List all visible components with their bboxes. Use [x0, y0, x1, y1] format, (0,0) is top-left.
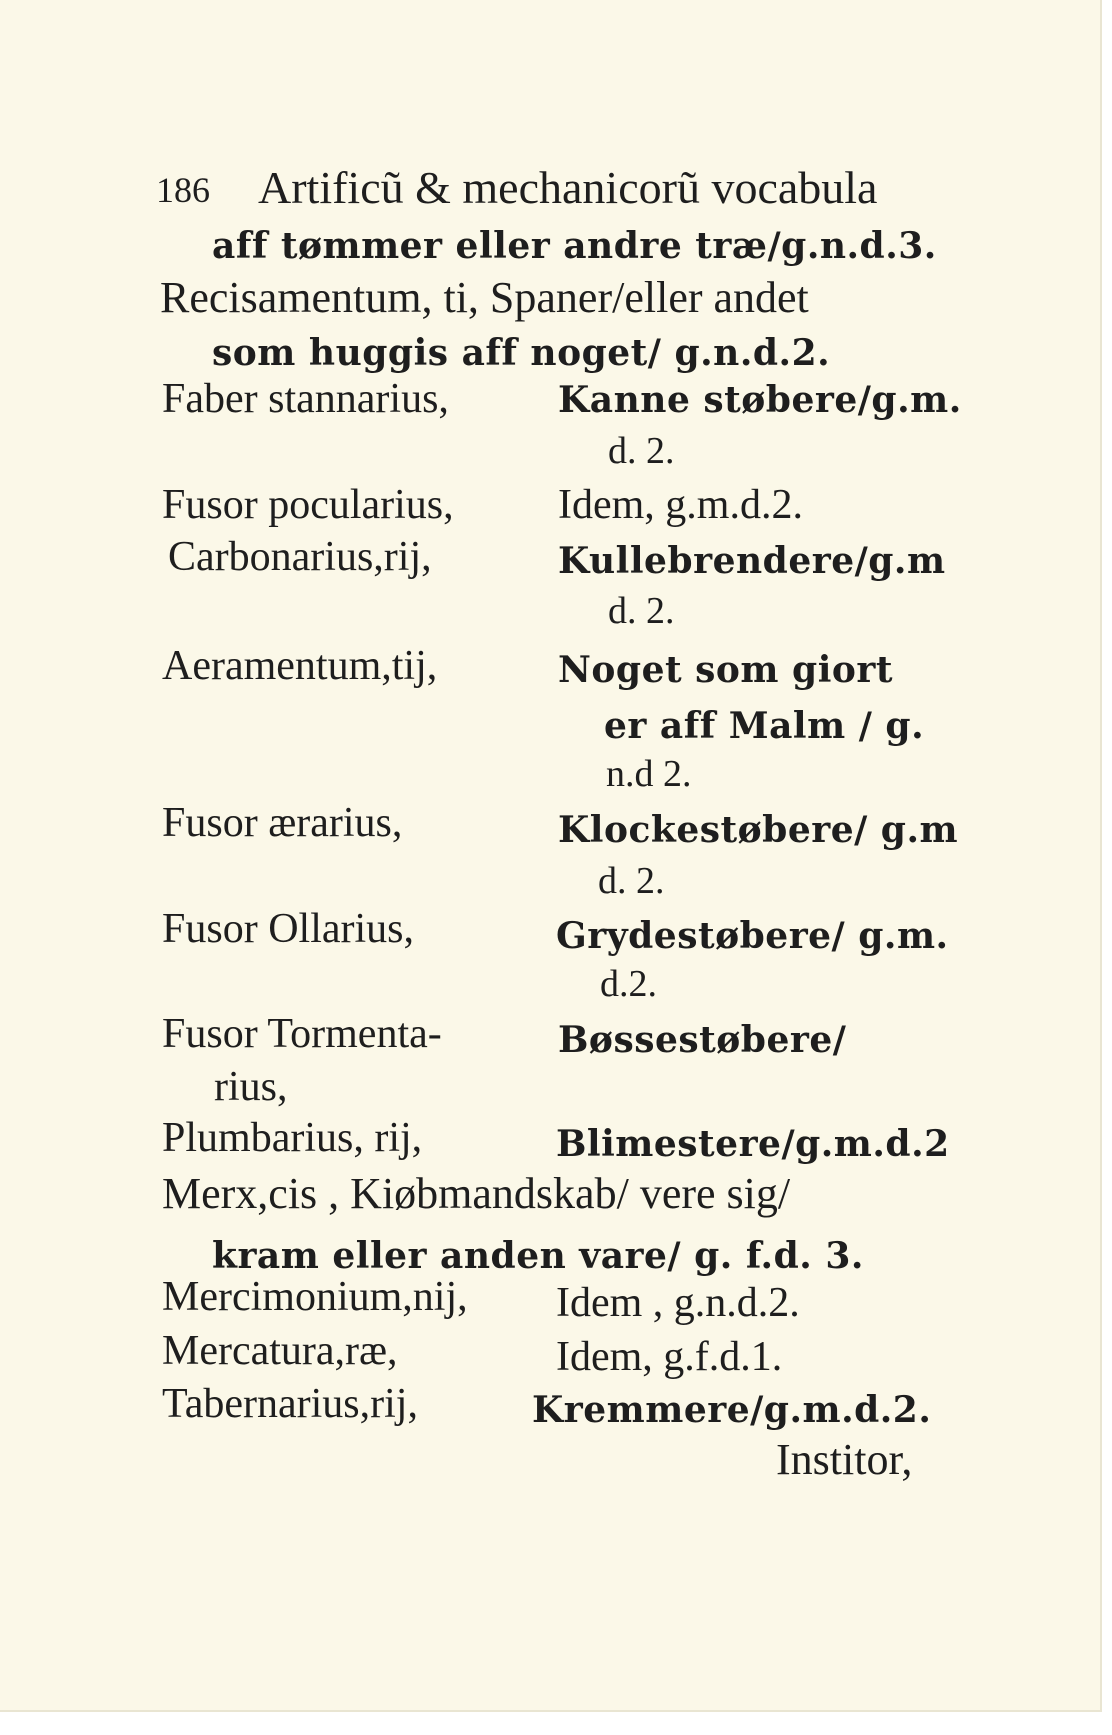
- catchword: Institor,: [776, 1435, 913, 1484]
- danish-gloss: Klockestøbere/ g.m: [558, 809, 959, 851]
- page-number: 186: [156, 170, 210, 210]
- grammar-note: d. 2.: [598, 860, 665, 902]
- latin-term: Mercatura,ræ,: [162, 1328, 398, 1374]
- latin-term: rius,: [214, 1064, 288, 1110]
- danish-gloss: Blimestere/g.m.d.2: [556, 1123, 950, 1165]
- latin-term: Faber stannarius,: [162, 376, 449, 422]
- latin-term: Plumbarius, rij,: [162, 1115, 423, 1161]
- text-line: kram eller anden vare/ g. f.d. 3.: [212, 1235, 864, 1277]
- danish-gloss: er aff Malm / g.: [604, 705, 925, 747]
- danish-gloss: Idem , g.n.d.2.: [556, 1280, 800, 1326]
- text-line: Recisamentum, ti, Spaner/eller andet: [160, 273, 809, 322]
- latin-term: Aeramentum,tij,: [162, 643, 438, 689]
- latin-term: Fusor Tormenta-: [162, 1011, 442, 1057]
- grammar-note: d. 2.: [608, 590, 675, 632]
- danish-gloss: Bøssestøbere/: [558, 1019, 847, 1061]
- danish-gloss: Grydestøbere/ g.m.: [556, 915, 949, 957]
- text-line: som huggis aff noget/ g.n.d.2.: [212, 332, 831, 374]
- text-line: Merx,cis , Kiøbmandskab/ vere sig/: [162, 1169, 791, 1218]
- danish-gloss: Noget som giort: [558, 649, 894, 691]
- latin-term: Tabernarius,rij,: [162, 1381, 418, 1427]
- danish-gloss: Kremmere/g.m.d.2.: [532, 1389, 932, 1431]
- latin-term: Fusor pocularius,: [162, 482, 454, 528]
- danish-gloss: Kanne støbere/g.m.: [558, 379, 962, 421]
- grammar-note: d.2.: [600, 963, 657, 1005]
- text-line: aff tømmer eller andre træ/g.n.d.3.: [212, 225, 937, 267]
- latin-term: Carbonarius,rij,: [168, 534, 432, 580]
- running-title: Artificũ & mechanicorũ vocabula: [258, 162, 878, 213]
- latin-term: Mercimonium,nij,: [162, 1274, 468, 1320]
- latin-term: Fusor Ollarius,: [162, 906, 414, 952]
- latin-term: Fusor ærarius,: [162, 800, 403, 846]
- danish-gloss: Idem, g.f.d.1.: [556, 1334, 783, 1380]
- grammar-note: d. 2.: [608, 430, 675, 472]
- danish-gloss: Idem, g.m.d.2.: [558, 482, 803, 528]
- danish-gloss: Kullebrendere/g.m: [558, 540, 946, 582]
- grammar-note: n.d 2.: [606, 753, 692, 795]
